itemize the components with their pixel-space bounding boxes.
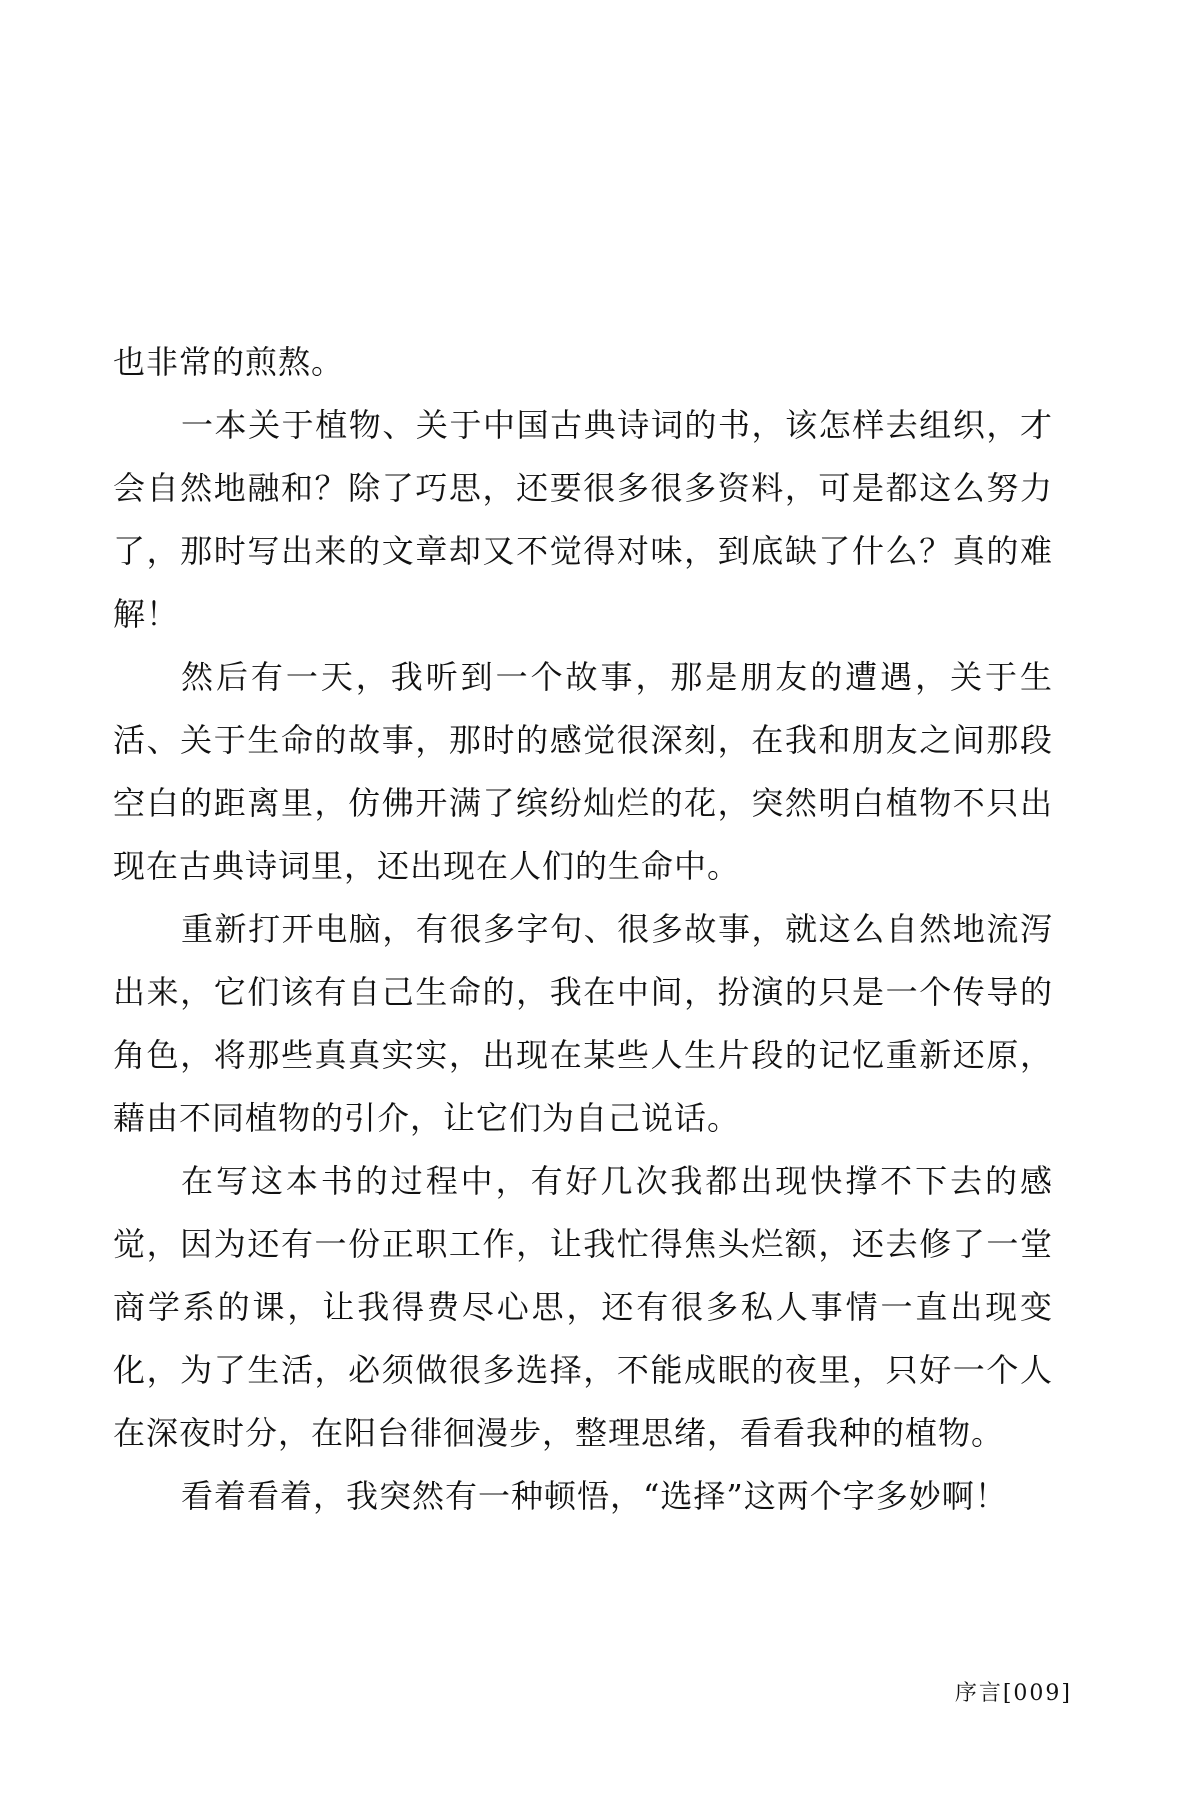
paragraph-2 (113, 394, 1053, 646)
paragraph-1 (113, 331, 1053, 394)
text-line: 活、关于生命的故事，那时的感觉很深刻，在我和朋友之间那段 (113, 721, 1053, 759)
paragraph-6 (113, 1465, 1053, 1528)
text-line: 出来，它们该有自己生命的，我在中间，扮演的只是一个传导的 (113, 973, 1053, 1011)
page-footer (955, 1676, 1072, 1707)
text-line: 现在古典诗词里，还出现在人们的生命中。 (113, 847, 741, 885)
text-line: 在写这本书的过程中，有好几次我都出现快撑不下去的感 (181, 1162, 1053, 1200)
text-line: 解！ (113, 595, 180, 633)
text-line: 重新打开电脑，有很多字句、很多故事，就这么自然地流泻 (181, 910, 1053, 948)
section-label: 序言 (954, 1681, 1003, 1706)
body-text (113, 331, 1053, 1528)
text-line: 一本关于植物、关于中国古典诗词的书，该怎样去组织，才 (181, 406, 1053, 444)
text-line: 商学系的课，让我得费尽心思，还有很多私人事情一直出现变 (113, 1288, 1053, 1326)
text-line: 角色，将那些真真实实，出现在某些人生片段的记忆重新还原， (113, 1036, 1053, 1074)
text-line: 化，为了生活，必须做很多选择，不能成眠的夜里，只好一个人 (113, 1351, 1053, 1389)
paragraph-4 (113, 898, 1053, 1150)
text-line: 觉，因为还有一份正职工作，让我忙得焦头烂额，还去修了一堂 (113, 1225, 1053, 1263)
text-line: 藉由不同植物的引介，让它们为自己说话。 (113, 1099, 741, 1137)
text-line: 在深夜时分，在阳台徘徊漫步，整理思绪，看看我种的植物。 (113, 1414, 1005, 1452)
text-line: 会自然地融和？除了巧思，还要很多很多资料，可是都这么努力 (113, 469, 1053, 507)
text-line: 看着看着，我突然有一种顿悟，“选择”这两个字多妙啊！ (181, 1477, 1008, 1515)
text-line: 了，那时写出来的文章却又不觉得对味，到底缺了什么？真的难 (113, 532, 1053, 570)
paragraph-5 (113, 1150, 1053, 1465)
text-line: 然后有一天，我听到一个故事，那是朋友的遭遇，关于生 (181, 658, 1053, 696)
text-line: 也非常的煎熬。 (113, 343, 345, 381)
paragraph-3 (113, 646, 1053, 898)
text-line: 空白的距离里，仿佛开满了缤纷灿烂的花，突然明白植物不只出 (113, 784, 1053, 822)
page-number: [009] (1002, 1681, 1072, 1706)
